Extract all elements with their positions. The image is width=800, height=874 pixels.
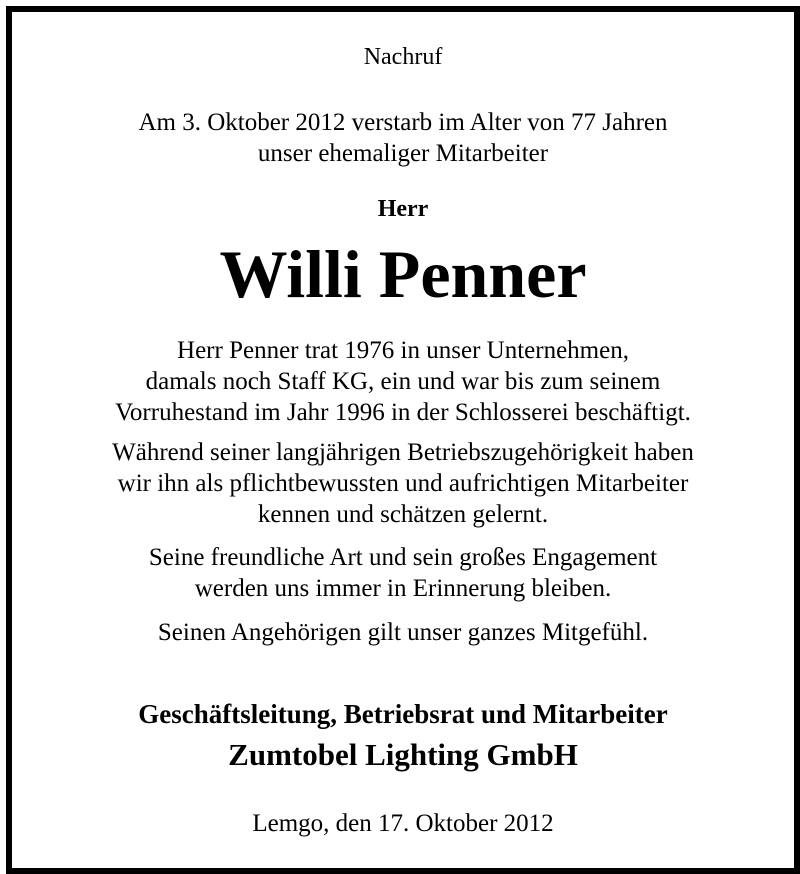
tribute-line: wir ihn als pflichtbewussten und aufrichtigen Mitarbeiter [117,470,689,497]
tribute-line: kennen und schätzen gelernt. [257,501,549,528]
intro-line: Am 3. Oktober 2012 verstarb im Alter von 77 Jahren [138,109,668,136]
salutation: Herr [377,196,429,222]
tribute-line: Während seiner langjährigen Betriebszugehörigkeit haben [112,439,694,466]
career-line: Vorruhestand im Jahr 1996 in der Schlosserei beschäftigt. [115,399,691,426]
intro-line: unser ehemaliger Mitarbeiter [257,140,549,167]
career-line: Herr Penner trat 1976 in unser Unternehmen, [177,337,629,364]
notice-heading: Nachruf [363,44,443,70]
deceased-name: Willi Penner [219,236,587,312]
sympathy-line: Seinen Angehörigen gilt unser ganzes Mitgefühl. [157,619,649,646]
career-line: damals noch Staff KG, ein und war bis zum seinem [145,368,661,395]
intro-text [12,107,794,169]
sympathy-paragraph [12,617,794,648]
signature-company: Zumtobel Lighting GmbH [228,737,578,772]
memory-line: Seine freundliche Art und sein großes Engagement [148,544,658,571]
obituary-border [6,6,800,874]
tribute-paragraph [12,437,794,530]
signature-departments: Geschäftsleitung, Betriebsrat und Mitarbeiter [138,699,668,729]
place-and-date: Lemgo, den 17. Oktober 2012 [252,810,554,837]
career-paragraph [12,335,794,428]
memory-line: werden uns immer in Erinnerung bleiben. [194,575,612,602]
memory-paragraph [12,542,794,604]
